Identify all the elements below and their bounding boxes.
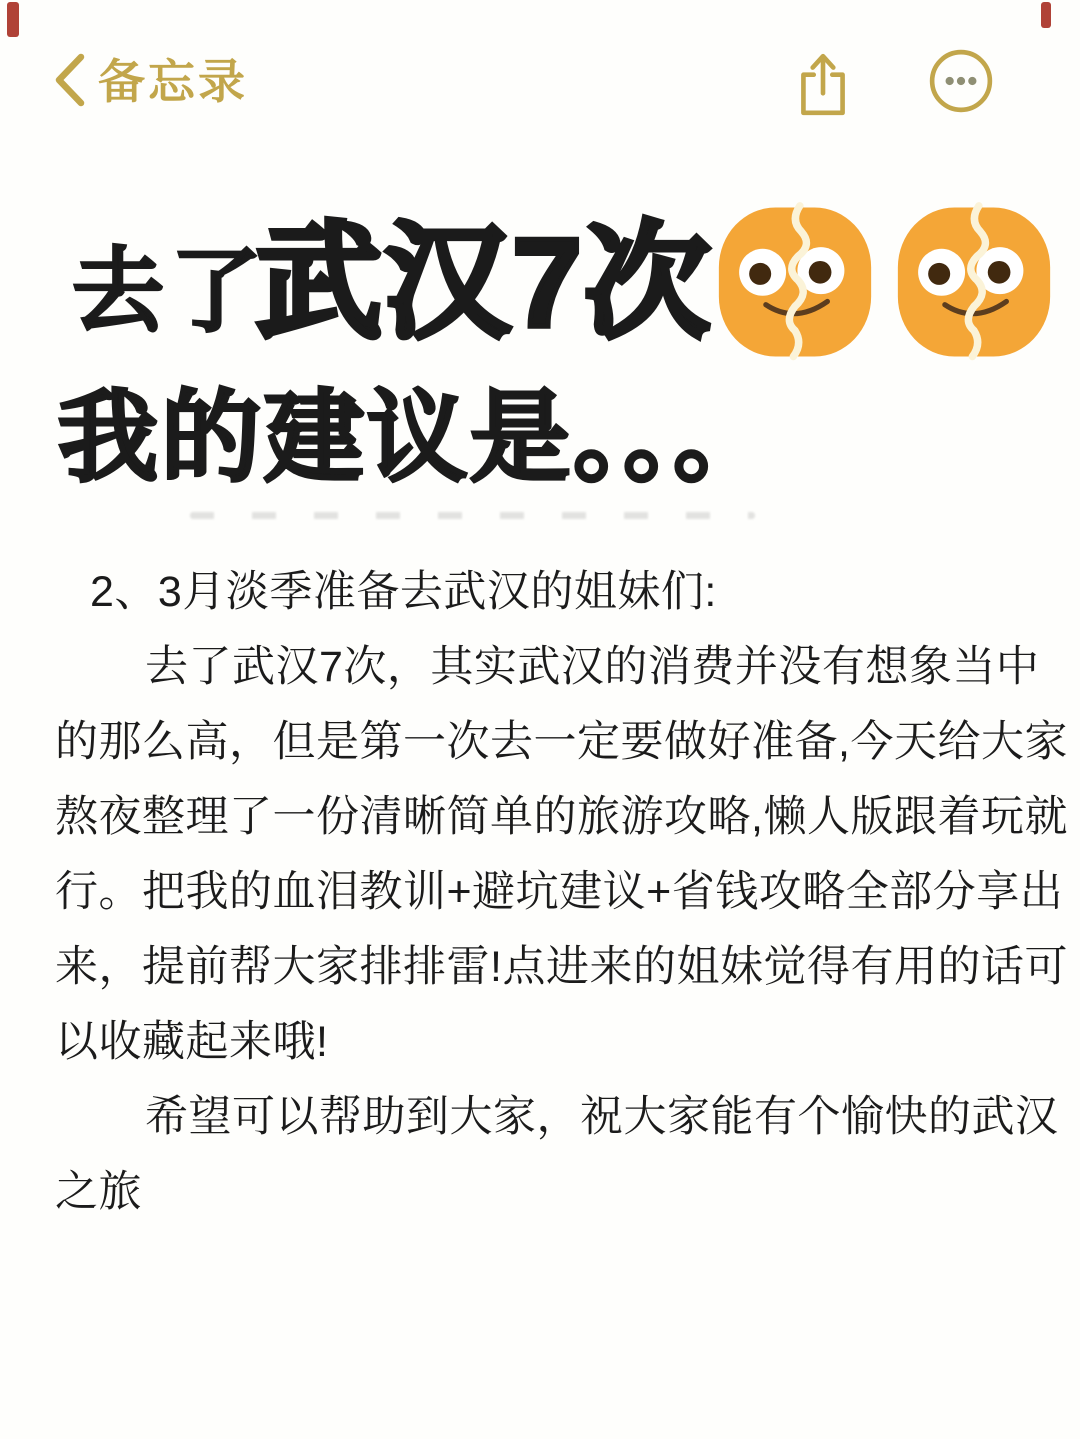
body-line: 2、3月淡季准备去武汉的姐妹们: bbox=[90, 568, 717, 616]
note-text-area[interactable] bbox=[55, 555, 1068, 1230]
title-line2 bbox=[58, 382, 773, 494]
body-line: 来，提前帮大家排排雷!点进来的姐妹觉得有用的话可 bbox=[55, 943, 1068, 991]
chevron-left-icon bbox=[52, 52, 86, 108]
body-line: 熬夜整理了一份清晰简单的旅游攻略,懒人版跟着玩就 bbox=[55, 793, 1068, 841]
back-button-label: 备忘录 bbox=[98, 54, 248, 108]
nav-bar bbox=[0, 46, 1080, 124]
erased-line-smudge bbox=[190, 512, 755, 519]
ellipsis-circle-icon bbox=[928, 102, 994, 117]
body-line: 希望可以帮助到大家，祝大家能有个愉快的武汉 bbox=[145, 1093, 1059, 1141]
title-ellipsis: 。。。 bbox=[573, 382, 773, 494]
back-button[interactable] bbox=[52, 52, 248, 108]
body-line: 行。把我的血泪教训+避坑建议+省钱攻略全部分享出 bbox=[55, 868, 1064, 916]
title-main: 武汉7次 bbox=[256, 212, 713, 353]
title-prefix: 去了 bbox=[72, 241, 269, 343]
body-line: 去了武汉7次，其实武汉的消费并没有想象当中 bbox=[145, 643, 1040, 691]
more-options-button[interactable] bbox=[928, 48, 994, 117]
cracked-face-emoji bbox=[714, 200, 876, 364]
body-line: 之旅 bbox=[55, 1168, 142, 1216]
body-line: 的那么高，但是第一次去一定要做好准备,今天给大家 bbox=[55, 718, 1068, 766]
red-corner-mark-right bbox=[1041, 2, 1051, 28]
cracked-face-emoji bbox=[893, 200, 1055, 364]
title-line2-text: 我的建议是 bbox=[58, 382, 573, 494]
share-icon bbox=[794, 106, 852, 121]
share-button[interactable] bbox=[794, 50, 852, 121]
body-line: 以收藏起来哦! bbox=[55, 1018, 329, 1066]
red-corner-mark-left bbox=[7, 2, 19, 37]
